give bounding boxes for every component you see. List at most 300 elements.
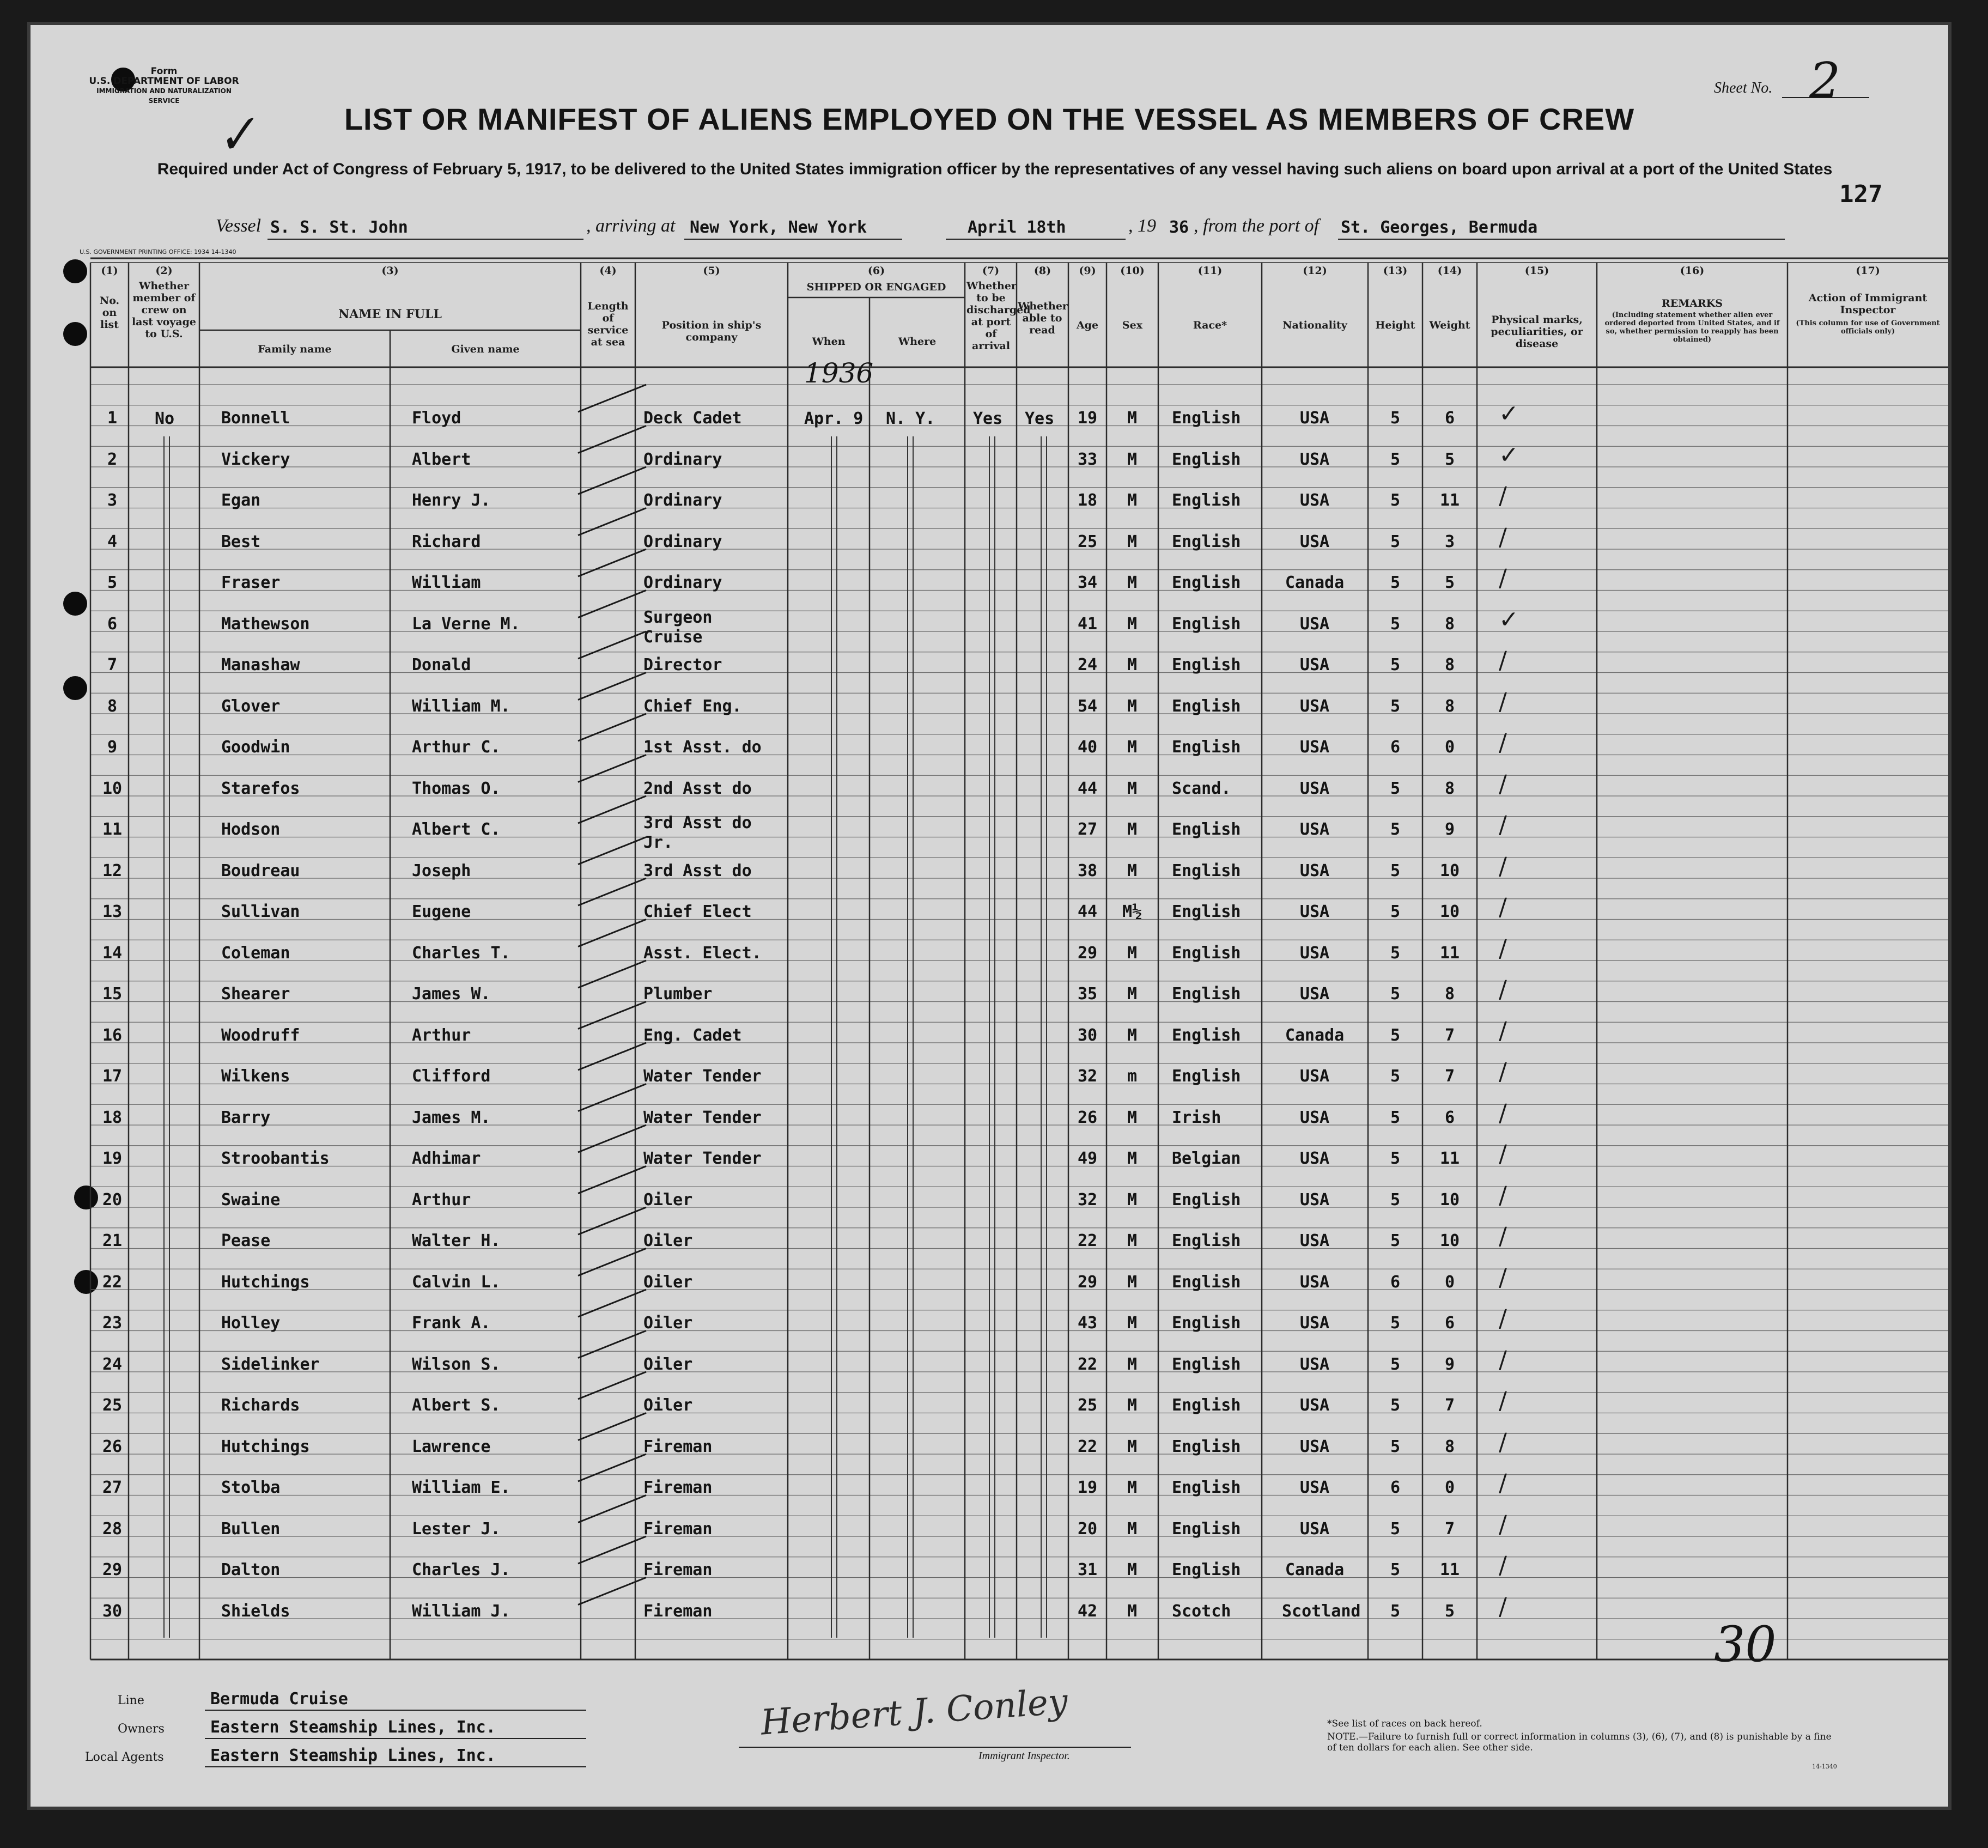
- age: 43: [1077, 1314, 1098, 1333]
- position: Oiler: [643, 1314, 693, 1333]
- sex: M: [1127, 1396, 1138, 1415]
- sheet-label: Sheet No.: [1714, 80, 1773, 96]
- shipped-where: N. Y.: [886, 409, 935, 428]
- given-name: Albert S.: [412, 1396, 501, 1415]
- header-nationality: Nationality: [1282, 319, 1347, 331]
- form-label: Form: [150, 66, 178, 77]
- header-position: Position in ship's company: [661, 319, 762, 343]
- row-no: 21: [102, 1231, 123, 1250]
- arrival-date: April 18th: [968, 218, 1066, 237]
- given-name: Frank A.: [412, 1314, 491, 1333]
- weight: 9: [1444, 820, 1455, 839]
- physical-marks-check: /: [1499, 770, 1507, 798]
- family-name: Stolba: [221, 1478, 281, 1497]
- height: 5: [1390, 1560, 1401, 1579]
- position: Deck Cadet: [643, 409, 742, 428]
- position: Fireman: [643, 1478, 713, 1497]
- col-num-17: (17): [1856, 265, 1880, 277]
- row-no: 13: [102, 902, 123, 921]
- table-row: [31, 1017, 1948, 1065]
- given-name: James W.: [412, 984, 491, 1004]
- table-row: [31, 1592, 1948, 1641]
- given-name: William M.: [412, 696, 510, 716]
- height: 5: [1390, 820, 1401, 839]
- given-name: William E.: [412, 1478, 510, 1497]
- agents-underline: [205, 1766, 586, 1767]
- col-num-8: (8): [1033, 265, 1051, 277]
- height: 5: [1390, 1149, 1401, 1168]
- col-num-9: (9): [1079, 265, 1096, 277]
- height: 5: [1390, 409, 1401, 428]
- age: 29: [1077, 943, 1098, 963]
- header-last-voyage: Whether member of crew on last voyage to U.S.: [131, 280, 197, 340]
- weight: 8: [1444, 984, 1455, 1004]
- weight: 8: [1444, 779, 1455, 798]
- table-row: [31, 729, 1948, 777]
- sex: M: [1127, 861, 1138, 880]
- sex: M: [1127, 1025, 1138, 1045]
- row-no: 26: [102, 1437, 123, 1456]
- position: Water Tender: [643, 1108, 762, 1127]
- age: 40: [1077, 738, 1098, 757]
- family-name: Barry: [221, 1108, 271, 1127]
- position: 3rd Asst do: [643, 813, 752, 832]
- family-name: Egan: [221, 491, 261, 510]
- family-name: Bonnell: [221, 409, 290, 428]
- row-no: 24: [102, 1354, 123, 1374]
- nationality: USA: [1299, 532, 1330, 551]
- sex: M: [1127, 1437, 1138, 1456]
- sex: M: [1127, 1601, 1138, 1621]
- nationality: USA: [1299, 449, 1330, 469]
- row-no: 22: [102, 1272, 123, 1292]
- row-no: 1: [107, 409, 118, 428]
- height: 5: [1390, 696, 1401, 716]
- race: English: [1172, 1437, 1241, 1456]
- sex: M: [1127, 1231, 1138, 1250]
- table-row: [31, 1140, 1948, 1188]
- weight: 0: [1444, 738, 1455, 757]
- age: 30: [1077, 1025, 1098, 1045]
- nationality: USA: [1299, 1437, 1330, 1456]
- sex: M: [1127, 1108, 1138, 1127]
- position: Asst. Elect.: [643, 943, 762, 963]
- given-name: Calvin L.: [412, 1272, 501, 1292]
- sex: M: [1127, 696, 1138, 716]
- height: 5: [1390, 861, 1401, 880]
- race: English: [1172, 614, 1241, 634]
- table-row: [31, 893, 1948, 941]
- header-weight: Weight: [1429, 319, 1470, 331]
- table-row: [31, 976, 1948, 1024]
- header-remarks-note: (Including statement whether alien ever ordered deported from United States, and if so, whether permission to reapply has been obtained): [1604, 311, 1780, 344]
- height: 5: [1390, 1190, 1401, 1209]
- weight: 8: [1444, 1437, 1455, 1456]
- family-name: Hutchings: [221, 1272, 310, 1292]
- position: 2nd Asst do: [643, 779, 752, 798]
- header-able-to-read: Whether able to read: [1018, 300, 1068, 336]
- check-mark-top: ✓: [211, 104, 262, 167]
- nationality: USA: [1299, 655, 1330, 674]
- race: English: [1172, 861, 1241, 880]
- table-row: [31, 1099, 1948, 1147]
- row-no: 23: [102, 1314, 123, 1333]
- position-line2: Cruise: [643, 627, 703, 647]
- family-name: Shields: [221, 1601, 290, 1621]
- header-sex: Sex: [1122, 319, 1143, 331]
- race: English: [1172, 1396, 1241, 1415]
- last-voyage-value: No: [155, 409, 175, 428]
- race: English: [1172, 449, 1241, 469]
- height: 5: [1390, 532, 1401, 551]
- table-row: [31, 688, 1948, 736]
- given-name: James M.: [412, 1108, 491, 1127]
- family-name: Goodwin: [221, 738, 290, 757]
- owners-underline: [205, 1738, 586, 1739]
- header-physical-marks: Physical marks, peculiarities, or disease: [1491, 314, 1583, 350]
- weight: 6: [1444, 1108, 1455, 1127]
- height: 5: [1390, 491, 1401, 510]
- age: 41: [1077, 614, 1098, 634]
- sex: M: [1127, 984, 1138, 1004]
- shipped-when: Apr. 9: [804, 409, 864, 428]
- row-no: 11: [102, 820, 123, 839]
- age: 34: [1077, 573, 1098, 592]
- height: 5: [1390, 943, 1401, 963]
- weight: 10: [1439, 1231, 1460, 1250]
- col-num-5: (5): [703, 265, 720, 277]
- race: English: [1172, 943, 1241, 963]
- family-name: Pease: [221, 1231, 271, 1250]
- sex: M: [1127, 1190, 1138, 1209]
- physical-marks-check: /: [1499, 1058, 1507, 1086]
- weight: 8: [1444, 696, 1455, 716]
- physical-marks-check: /: [1499, 1223, 1507, 1250]
- weight: 3: [1444, 532, 1455, 551]
- row-no: 10: [102, 779, 123, 798]
- family-name: Bullen: [221, 1519, 281, 1539]
- table-row: [31, 1346, 1948, 1394]
- physical-marks-check: /: [1499, 1387, 1507, 1415]
- table-row: [31, 482, 1948, 530]
- physical-marks-check: /: [1499, 647, 1507, 674]
- age: 31: [1077, 1560, 1098, 1579]
- sex: M: [1127, 409, 1138, 428]
- weight: 10: [1439, 902, 1460, 921]
- physical-marks-check: /: [1499, 1140, 1507, 1168]
- arriving-label: , arriving at: [586, 216, 676, 236]
- header-when: When: [812, 336, 846, 348]
- given-name: Richard: [412, 532, 481, 551]
- family-name: Sidelinker: [221, 1354, 320, 1374]
- weight: 6: [1444, 409, 1455, 428]
- row-no: 19: [102, 1149, 123, 1168]
- nationality: USA: [1299, 779, 1330, 798]
- sex: M: [1127, 573, 1138, 592]
- row-no: 28: [102, 1519, 123, 1539]
- height: 5: [1390, 655, 1401, 674]
- sex: M: [1127, 943, 1138, 963]
- race: Scotch: [1172, 1601, 1231, 1621]
- sex: M: [1127, 1149, 1138, 1168]
- table-row: [31, 1181, 1948, 1230]
- physical-marks-check: ✓: [1499, 400, 1519, 428]
- given-name: Eugene: [412, 902, 471, 921]
- arrival-year: 36: [1169, 218, 1189, 237]
- print-office: U.S. GOVERNMENT PRINTING OFFICE: 1934 14-1340: [80, 248, 236, 256]
- weight: 11: [1439, 1149, 1460, 1168]
- race: English: [1172, 820, 1241, 839]
- race: Belgian: [1172, 1149, 1241, 1168]
- weight: 9: [1444, 1354, 1455, 1374]
- height: 5: [1390, 1601, 1401, 1621]
- form-title: LIST OR MANIFEST OF ALIENS EMPLOYED ON THE VESSEL AS MEMBERS OF CREW: [344, 102, 1635, 136]
- table-row: [31, 441, 1948, 489]
- physical-marks-check: /: [1499, 688, 1507, 716]
- vessel-name: S. S. St. John: [270, 218, 408, 237]
- family-name: Starefos: [221, 779, 300, 798]
- position: Ordinary: [643, 532, 722, 551]
- position: Surgeon: [643, 607, 713, 627]
- nationality: USA: [1299, 984, 1330, 1004]
- given-name: Arthur: [412, 1190, 471, 1209]
- position: Fireman: [643, 1519, 713, 1539]
- col-num-1: (1): [101, 265, 118, 277]
- race: English: [1172, 1272, 1241, 1292]
- signature-underline: [739, 1747, 1131, 1748]
- given-name: Clifford: [412, 1067, 491, 1086]
- weight: 0: [1444, 1272, 1455, 1292]
- race: English: [1172, 409, 1241, 428]
- col-num-14: (14): [1437, 265, 1462, 277]
- age: 26: [1077, 1108, 1098, 1127]
- table-row: [31, 647, 1948, 695]
- nationality: Canada: [1285, 1025, 1345, 1045]
- physical-marks-check: /: [1499, 976, 1507, 1004]
- weight: 11: [1439, 943, 1460, 963]
- physical-marks-check: /: [1499, 1305, 1507, 1333]
- nationality: USA: [1299, 1190, 1330, 1209]
- inspector-label: Immigrant Inspector.: [978, 1750, 1070, 1762]
- year-prefix: , 19: [1128, 216, 1156, 236]
- department-label: U.S. DEPARTMENT OF LABOR: [89, 76, 239, 87]
- age: 18: [1077, 491, 1098, 510]
- weight: 0: [1444, 1478, 1455, 1497]
- weight: 10: [1439, 861, 1460, 880]
- given-name: William: [412, 573, 481, 592]
- col-num-10: (10): [1120, 265, 1145, 277]
- age: 24: [1077, 655, 1098, 674]
- given-name: Adhimar: [412, 1149, 481, 1168]
- weight: 6: [1444, 1314, 1455, 1333]
- weight: 11: [1439, 491, 1460, 510]
- position: Water Tender: [643, 1067, 762, 1086]
- row-no: 30: [102, 1601, 123, 1621]
- header-length-service: Length of service at sea: [587, 300, 629, 348]
- agents-value: Eastern Steamship Lines, Inc.: [210, 1746, 496, 1765]
- physical-marks-check: /: [1499, 1181, 1507, 1209]
- owners-label: Owners: [118, 1722, 165, 1736]
- age: 32: [1077, 1067, 1098, 1086]
- height: 5: [1390, 779, 1401, 798]
- row-no: 8: [107, 696, 118, 716]
- read-value: Yes: [1025, 409, 1055, 428]
- nationality: USA: [1299, 943, 1330, 963]
- row-no: 20: [102, 1190, 123, 1209]
- height: 5: [1390, 1231, 1401, 1250]
- sex: m: [1127, 1067, 1138, 1086]
- form-code: 14-1340: [1812, 1763, 1837, 1770]
- family-name: Swaine: [221, 1190, 281, 1209]
- form-subtitle: Required under Act of Congress of February 5, 1917, to be delivered to the United States immigration officer by the representatives of any vessel having such aliens on board upon arrival at a port of the United States: [157, 160, 1833, 178]
- table-row: [31, 1552, 1948, 1600]
- nationality: USA: [1299, 1354, 1330, 1374]
- position: Ordinary: [643, 573, 722, 592]
- year-note: 1936: [804, 357, 874, 389]
- family-name: Fraser: [221, 573, 281, 592]
- row-no: 27: [102, 1478, 123, 1497]
- physical-marks-check: /: [1499, 1263, 1507, 1292]
- family-name: Coleman: [221, 943, 290, 963]
- height: 5: [1390, 449, 1401, 469]
- race: English: [1172, 1025, 1241, 1045]
- age: 49: [1077, 1149, 1098, 1168]
- from-port: St. Georges, Bermuda: [1341, 218, 1538, 237]
- age: 54: [1077, 696, 1098, 716]
- race: English: [1172, 1067, 1241, 1086]
- physical-marks-check: /: [1499, 523, 1507, 551]
- family-name: Holley: [221, 1314, 281, 1333]
- col-num-6: (6): [867, 265, 885, 277]
- weight: 8: [1444, 655, 1455, 674]
- age: 22: [1077, 1437, 1098, 1456]
- row-no: 17: [102, 1067, 123, 1086]
- given-name: Arthur: [412, 1025, 471, 1045]
- position: Director: [643, 655, 722, 674]
- row-no: 9: [107, 738, 118, 757]
- nationality: USA: [1299, 491, 1330, 510]
- col-num-13: (13): [1383, 265, 1408, 277]
- header-shipped-engaged: SHIPPED OR ENGAGED: [806, 281, 946, 293]
- height: 6: [1390, 1478, 1401, 1497]
- sex: M: [1127, 1478, 1138, 1497]
- position: Fireman: [643, 1560, 713, 1579]
- row-no: 4: [107, 532, 118, 551]
- age: 32: [1077, 1190, 1098, 1209]
- table-row: [31, 1263, 1948, 1312]
- given-name: Joseph: [412, 861, 471, 880]
- table-row: [31, 605, 1948, 654]
- position: Oiler: [643, 1396, 693, 1415]
- height: 6: [1390, 738, 1401, 757]
- vessel-label: Vessel: [216, 216, 262, 236]
- age: 25: [1077, 532, 1098, 551]
- physical-marks-check: /: [1499, 1469, 1507, 1497]
- col-num-7: (7): [982, 265, 1000, 277]
- family-name: Shearer: [221, 984, 290, 1004]
- race: English: [1172, 573, 1241, 592]
- weight: 5: [1444, 1601, 1455, 1621]
- nationality: USA: [1299, 409, 1330, 428]
- age: 44: [1077, 902, 1098, 921]
- race: English: [1172, 1519, 1241, 1539]
- age: 44: [1077, 779, 1098, 798]
- sex: M: [1127, 614, 1138, 634]
- physical-marks-check: /: [1499, 729, 1507, 757]
- race: English: [1172, 1314, 1241, 1333]
- col-num-16: (16): [1680, 265, 1705, 277]
- row-no: 14: [102, 943, 123, 963]
- weight: 11: [1439, 1560, 1460, 1579]
- sex: M½: [1122, 902, 1142, 921]
- table-row: [31, 852, 1948, 901]
- given-name: Charles J.: [412, 1560, 510, 1579]
- weight: 5: [1444, 449, 1455, 469]
- sex: M: [1127, 1560, 1138, 1579]
- nationality: USA: [1299, 1396, 1330, 1415]
- position: Eng. Cadet: [643, 1025, 742, 1045]
- position: Ordinary: [643, 491, 722, 510]
- col-num-3: (3): [381, 265, 399, 277]
- nationality: Canada: [1285, 1560, 1345, 1579]
- nationality: USA: [1299, 1272, 1330, 1292]
- nationality: USA: [1299, 1108, 1330, 1127]
- row-no: 12: [102, 861, 123, 880]
- header-age: Age: [1076, 319, 1099, 331]
- nationality: USA: [1299, 902, 1330, 921]
- nationality: USA: [1299, 1231, 1330, 1250]
- given-name: Floyd: [412, 409, 461, 428]
- physical-marks-check: /: [1499, 1592, 1507, 1621]
- stamp-number: 127: [1839, 180, 1883, 208]
- physical-marks-check: /: [1499, 1510, 1507, 1539]
- nationality: USA: [1299, 1478, 1330, 1497]
- position: 1st Asst. do: [643, 738, 762, 757]
- race: English: [1172, 1190, 1241, 1209]
- physical-marks-check: /: [1499, 1552, 1507, 1579]
- race: English: [1172, 1354, 1241, 1374]
- position: Oiler: [643, 1231, 693, 1250]
- sex: M: [1127, 449, 1138, 469]
- table-row: [31, 1058, 1948, 1106]
- height: 5: [1390, 1067, 1401, 1086]
- inspector-signature: Herbert J. Conley: [759, 1681, 1069, 1743]
- height: 5: [1390, 1108, 1401, 1127]
- race: English: [1172, 532, 1241, 551]
- given-name: Walter H.: [412, 1231, 501, 1250]
- nationality: USA: [1299, 1314, 1330, 1333]
- sex: M: [1127, 779, 1138, 798]
- col-num-2: (2): [155, 265, 173, 277]
- sex: M: [1127, 1272, 1138, 1292]
- row-no: 29: [102, 1560, 123, 1579]
- age: 42: [1077, 1601, 1098, 1621]
- table-row: [31, 1510, 1948, 1559]
- row-no: 5: [107, 573, 118, 592]
- position: Water Tender: [643, 1149, 762, 1168]
- col-num-11: (11): [1197, 265, 1223, 277]
- height: 5: [1390, 984, 1401, 1004]
- family-name: Woodruff: [221, 1025, 300, 1045]
- physical-marks-check: /: [1499, 482, 1507, 510]
- nationality: USA: [1299, 820, 1330, 839]
- position: Oiler: [643, 1354, 693, 1374]
- given-name: Donald: [412, 655, 471, 674]
- age: 27: [1077, 820, 1098, 839]
- sex: M: [1127, 738, 1138, 757]
- race: English: [1172, 655, 1241, 674]
- race: English: [1172, 491, 1241, 510]
